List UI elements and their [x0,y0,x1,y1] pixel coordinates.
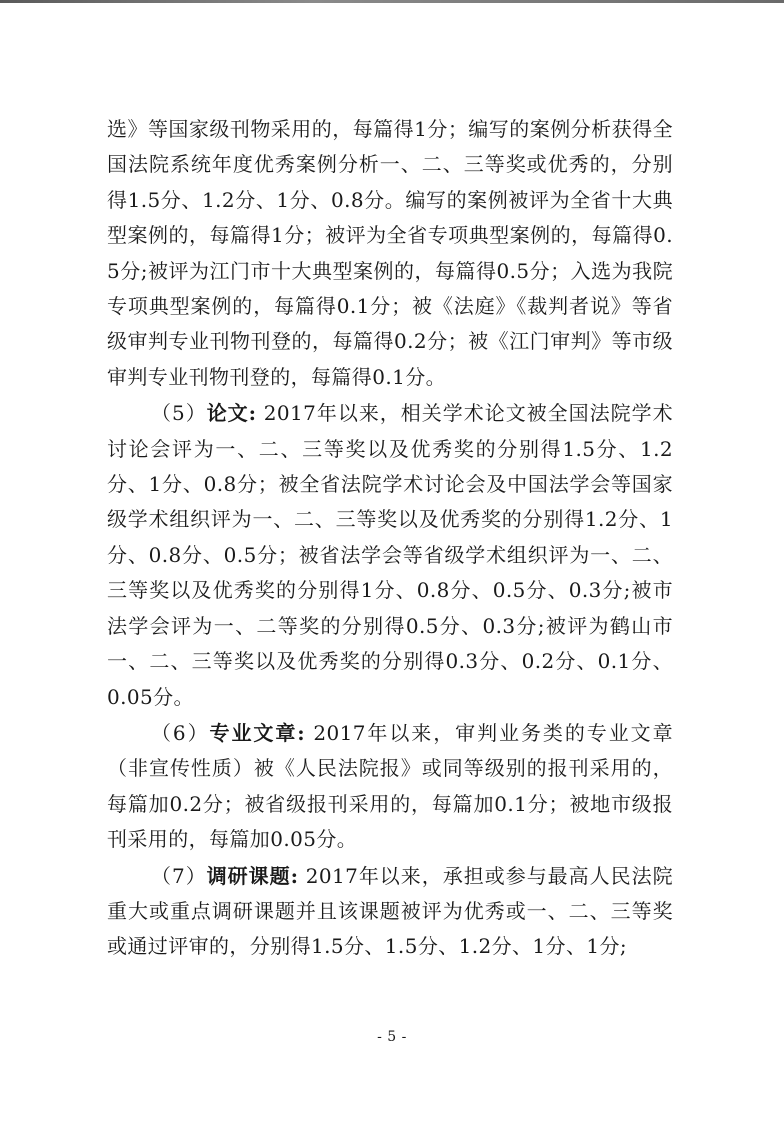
paragraph-number: （6） [151,720,210,745]
page-number: - 5 - [377,1029,407,1045]
paragraph-number: （5） [151,401,207,426]
paragraph-articles [107,716,673,858]
paragraph-text: 2017年以来，承担或参与最高人民法院重大或重点调研课题并且该课题被评为优秀或一、二、三等奖或通过评审的，分别得1.5分、1.5分、1.2分、1分、1分; [107,863,673,959]
paragraph-heading: 调研课题: [206,863,299,888]
paragraph-text: 2017年以来，审判业务类的专业文章（非宣传性质）被《人民法院报》或同等级别的报刊采用的，每篇加0.2分；被省级报刊采用的，每篇加0.1分；被地市级报刊采用的，每篇加0.05分。 [107,720,673,852]
scan-edge [0,0,784,3]
paragraph-papers [107,396,673,715]
paragraph-number: （7） [151,863,207,888]
document-body [107,112,673,965]
paragraph-heading: 专业文章: [209,720,306,745]
paragraph-text: 2017年以来，相关学术论文被全国法院学术讨论会评为一、二、三等奖以及优秀奖的分别得1.5分、1.2分、1分、0.8分；被全省法院学术讨论会及中国法学会等国家级学术组织评为一、二、三等奖以及优秀奖的分别得1.2分、1分、0.8分、0.5分；被省法学会等省级学术组织评为一、二、三等奖以及优秀奖的分别得1分、0.8分、0.5分、0.3分;被市法学会评为一、二等奖的分别得0.5分、0.3分;被评为鹤山市一、二、三等奖以及优秀奖的分别得0.3分、0.2分、0.1分、0.05分。 [107,401,673,709]
paragraph-research [107,859,673,965]
paragraph-case-analysis: 选》等国家级刊物采用的，每篇得1分；编写的案例分析获得全国法院系统年度优秀案例分析一、二、三等奖或优秀的，分别得1.5分、1.2分、1分、0.8分。编写的案例被评为全省十大典型案例的，每篇得1分；被评为全省专项典型案例的，每篇得0.5分;被评为江门市十大典型案例的，每篇得0.5分；入选为我院专项典型案例的，每篇得0.1分；被《法庭》《裁判者说》等省级审判专业刊物刊登的，每篇得0.2分；被《江门审判》等市级审判专业刊物刊登的，每篇得0.1分。 [107,117,673,389]
paragraph-heading: 论文: [206,401,257,426]
